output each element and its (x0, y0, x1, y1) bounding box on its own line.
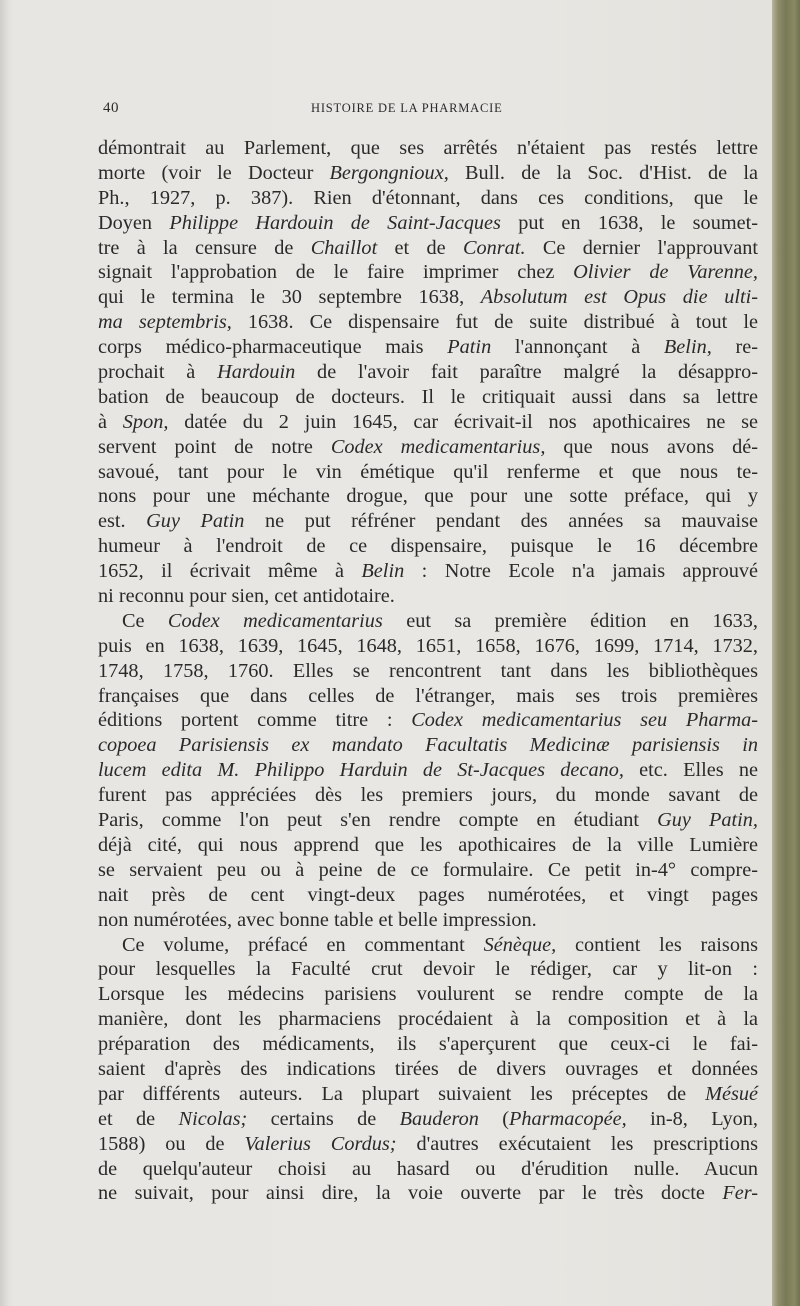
italic-phrase: Belin (361, 560, 405, 583)
text-line: signait l'approbation de le faire imprimer chez Olivier de Varenne, (98, 261, 758, 284)
text-line: bation de beaucoup de docteurs. Il le critiquait aussi dans sa lettre (98, 385, 758, 408)
text-line: se servaient peu ou à peine de ce formulaire. Ce petit in-4° compre- (98, 858, 758, 881)
italic-phrase: Fer- (722, 1182, 758, 1205)
text-line: savoué, tant pour le vin émétique qu'il renferme et que nous te- (98, 460, 758, 483)
italic-phrase: Guy Patin, (657, 809, 758, 832)
italic-phrase: ma septembris, (98, 311, 232, 334)
text-line: de quelqu'auteur choisi au hasard ou d'érudition nulle. Aucun (98, 1157, 758, 1180)
italic-phrase: Guy Patin (146, 510, 245, 533)
text-line: prochait à Hardouin de l'avoir fait paraître malgré la désappro- (98, 361, 758, 384)
italic-phrase: Codex medicamentarius (167, 609, 383, 632)
text-line: Ce Codex medicamentarius eut sa première édition en 1633, (122, 609, 758, 632)
italic-phrase: copoea Parisiensis ex mandato Facultatis Medicinæ parisiensis in (98, 734, 758, 757)
italic-phrase: Sénèque, (483, 933, 557, 956)
text-line: Doyen Philippe Hardouin de Saint-Jacques put en 1638, le soumet- (98, 211, 759, 234)
text-line: françaises que dans celles de l'étranger, mais ses trois premières (98, 684, 758, 707)
text-line: humeur à l'endroit de ce dispensaire, puisque le 16 décembre (98, 535, 758, 558)
italic-phrase: Nicolas; (178, 1107, 248, 1130)
italic-phrase: lucem edita M. Philippo Harduin de St-Jacques decano, (98, 759, 624, 782)
text-line: nait près de cent vingt-deux pages numérotées, et vingt pages (98, 883, 758, 906)
italic-phrase: Philippe Hardouin de Saint-Jacques (169, 211, 501, 234)
text-line: par différents auteurs. La plupart suivaient les préceptes de Mésué (98, 1082, 758, 1105)
page-number: 40 (103, 100, 119, 116)
text-line: ne suivait, pour ainsi dire, la voie ouverte par le très docte Fer- (98, 1182, 758, 1205)
italic-phrase: Codex medicamentarius seu Pharma- (411, 709, 758, 732)
text-line: saient d'après des indications tirées de divers ouvrages et données (98, 1057, 758, 1080)
text-line: ni reconnu pour sien, cet antidotaire. (98, 585, 395, 608)
running-head (103, 100, 753, 122)
italic-phrase: Conrat. (462, 236, 526, 259)
running-title: HISTOIRE DE LA PHARMACIE (311, 101, 503, 115)
italic-phrase: Olivier de Varenne, (573, 261, 758, 284)
text-line: puis en 1638, 1639, 1645, 1648, 1651, 1658, 1676, 1699, 1714, 1732, (98, 634, 758, 657)
italic-phrase: Bergongnioux, (329, 161, 449, 184)
italic-phrase: Valerius Cordus; (244, 1132, 397, 1155)
text-line: servent point de notre Codex medicamentarius, que nous avons dé- (98, 435, 759, 458)
text-line: qui le termina le 30 septembre 1638, Absolutum est Opus die ulti- (98, 286, 758, 309)
text-line: déjà cité, qui nous apprend que les apothicaires de la ville Lumière (98, 833, 758, 856)
text-line: Lorsque les médecins parisiens voulurent se rendre compte de la (98, 983, 758, 1006)
text-line: ma septembris, 1638. Ce dispensaire fut de suite distribué à tout le (98, 311, 758, 334)
text-line: nons pour une méchante drogue, que pour une sotte préface, qui y (98, 485, 758, 508)
text-line: lucem edita M. Philippo Harduin de St-Jacques decano, etc. Elles ne (98, 759, 758, 782)
italic-phrase: Mésué (705, 1082, 758, 1105)
text-line: furent pas appréciées dès les premiers jours, du monde savant de (98, 784, 758, 807)
text-line: Paris, comme l'on peut s'en rendre compte en étudiant Guy Patin, (98, 809, 758, 832)
text-line: préparation des médicaments, ils s'aperçurent que ceux-ci le fai- (98, 1033, 758, 1056)
italic-phrase: Bauderon (399, 1107, 479, 1130)
text-line: pour lesquelles la Faculté crut devoir le rédiger, car y lit-on : (98, 958, 758, 981)
text-line: est. Guy Patin ne put réfréner pendant des années sa mauvaise (98, 510, 758, 533)
text-line: corps médico-pharmaceutique mais Patin l'annonçant à Belin, re- (98, 336, 758, 359)
body-text (98, 136, 758, 1206)
text-line: éditions portent comme titre : Codex medicamentarius seu Pharma- (98, 709, 758, 732)
text-line: démontrait au Parlement, que ses arrêtés n'étaient pas restés lettre (98, 137, 758, 159)
text-line: non numérotées, avec bonne table et belle impression. (98, 908, 537, 931)
text-line: Ph., 1927, p. 387). Rien d'étonnant, dans ces conditions, que le (98, 186, 758, 209)
italic-phrase: Codex medicamentarius, (330, 435, 546, 458)
text-line: 1588) ou de Valerius Cordus; d'autres exécutaient les prescriptions (98, 1132, 758, 1155)
text-line: Ce volume, préfacé en commentant Sénèque, contient les raisons (122, 933, 758, 956)
italic-phrase: Patin (447, 336, 492, 359)
text-line: 1652, il écrivait même à Belin : Notre Ecole n'a jamais approuvé (98, 560, 758, 583)
text-line (98, 733, 758, 758)
text-line: tre à la censure de Chaillot et de Conrat. Ce dernier l'approuvant (98, 236, 758, 259)
italic-phrase: Pharmacopée, (509, 1107, 627, 1130)
italic-phrase: Belin, (663, 336, 712, 359)
text-line: manière, dont les pharmaciens procédaient à la composition et à la (98, 1008, 758, 1031)
text-line: et de Nicolas; certains de Bauderon (Pharmacopée, in-8, Lyon, (98, 1107, 758, 1130)
italic-phrase: Chaillot (310, 236, 378, 259)
page-gutter-shadow (0, 0, 8, 1306)
text-line: 1748, 1758, 1760. Elles se rencontrent tant dans les bibliothèques (98, 659, 758, 682)
text-line: à Spon, datée du 2 juin 1645, car écrivait-il nos apothicaires ne se (98, 410, 759, 433)
italic-phrase: Hardouin (217, 361, 296, 384)
italic-phrase: Spon, (122, 410, 169, 433)
italic-phrase: Absolutum est Opus die ulti- (480, 286, 758, 309)
page-edge-binding (772, 0, 800, 1306)
text-line: morte (voir le Docteur Bergongnioux, Bull. de la Soc. d'Hist. de la (98, 161, 758, 184)
